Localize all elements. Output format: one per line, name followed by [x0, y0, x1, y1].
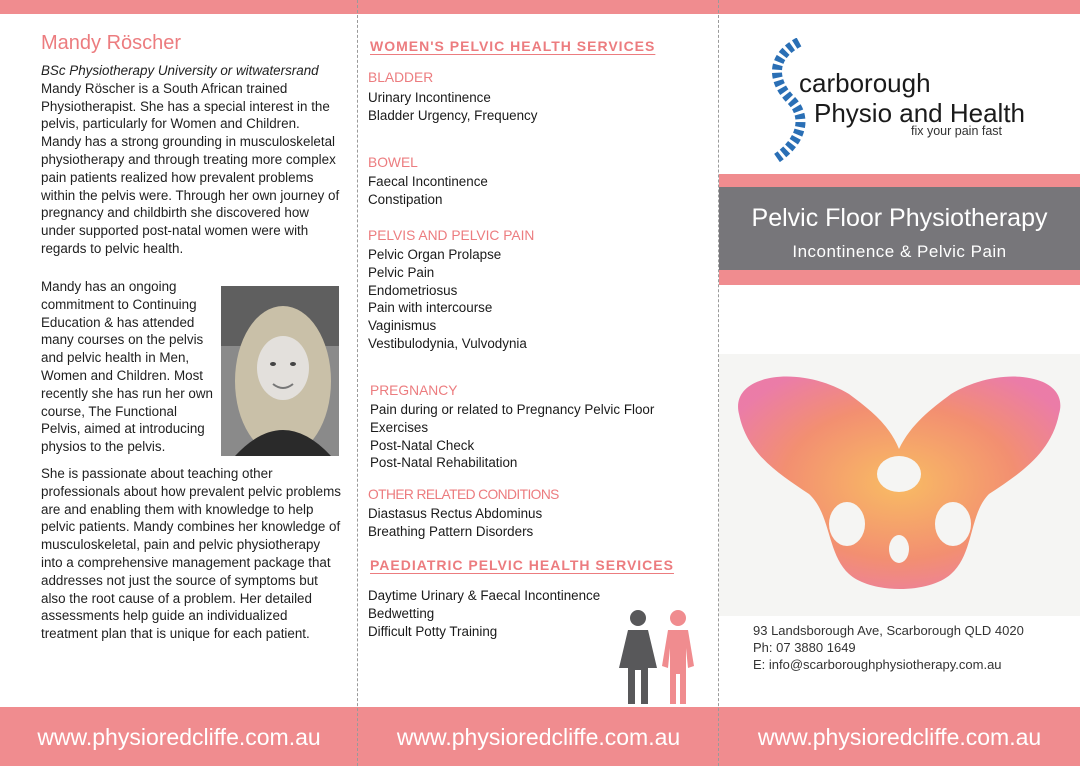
top-accent-bar — [0, 0, 1080, 14]
list-item: Breathing Pattern Disorders — [368, 523, 534, 539]
logo-line-1: carborough — [799, 68, 931, 98]
contact-block — [753, 622, 1024, 673]
woman-figure-icon — [619, 610, 657, 704]
brochure-title: Pelvic Floor Physiotherapy — [751, 204, 1048, 232]
paediatric-services-heading: PAEDIATRIC PELVIC HEALTH SERVICES — [370, 557, 674, 573]
list-item: Difficult Potty Training — [368, 623, 498, 639]
bio-intro — [41, 62, 341, 258]
list-item: Vaginismus — [368, 318, 437, 334]
address: 93 Landsborough Ave, Scarborough QLD 4020 — [753, 623, 1024, 638]
logo-line-2: Physio and Health — [814, 98, 1026, 128]
list-item: Endometriosus — [368, 282, 458, 298]
list-item: Pain with intercourse — [368, 300, 493, 316]
panel-services — [358, 14, 719, 707]
category-title-pelvis: PELVIS AND PELVIC PAIN — [368, 228, 535, 243]
bio-paragraph-1: Mandy Röscher is a South African trained Physiotherapist. She has a special interest in the pelvis, particularly for Women and Children. Mandy has a strong grounding in musculoskeletal physiotherapy and through treating more complex pain patients realized how prevalent problems within the pelvis were. Through her own journey of pregnancy and childbirth she discovered how under supported post-natal women were with regards to pelvic health. — [41, 80, 340, 256]
website-link-3[interactable]: www.physioredcliffe.com.au — [757, 724, 1042, 750]
bio-paragraph-2: Mandy has an ongoing commitment to Continuing Education & has attended many courses on the pelvis and pelvic health in Men, Women and Children. Most recently she has run her own course, The Functional Pelvis, aimed at introducing physios to the pelvis. — [41, 279, 213, 455]
panel-cover — [719, 14, 1080, 707]
spine-icon — [769, 38, 809, 162]
figures-icon — [610, 608, 702, 704]
category-items-bladder — [368, 89, 708, 125]
email[interactable]: E: info@scarboroughphysiotherapy.com.au — [753, 657, 1002, 672]
list-item: Constipation — [368, 191, 443, 207]
brochure-subtitle: Incontinence & Pelvic Pain — [792, 242, 1007, 261]
list-item: Pain during or related to Pregnancy Pelvic Floor — [370, 402, 655, 417]
category-title-bladder: BLADDER — [368, 70, 434, 85]
category-items-pregnancy — [370, 401, 710, 472]
list-item: Urinary Incontinence — [368, 90, 491, 105]
list-item: Vestibulodynia, Vulvodynia — [368, 335, 527, 351]
category-items-pelvis — [368, 246, 708, 353]
category-title-other: OTHER RELATED CONDITIONS — [368, 487, 559, 502]
website-link-1[interactable]: www.physioredcliffe.com.au — [37, 724, 321, 750]
therapist-name: Mandy Röscher — [41, 32, 182, 54]
title-band-bottom — [719, 270, 1080, 285]
category-title-pregnancy: PREGNANCY — [370, 383, 458, 398]
girl-figure-icon — [662, 610, 694, 704]
list-item: Bedwetting — [368, 605, 435, 621]
list-item: Exercises — [370, 419, 429, 435]
logo-tagline: fix your pain fast — [911, 124, 1003, 138]
phone[interactable]: Ph: 07 3880 1649 — [753, 640, 856, 655]
list-item: Daytime Urinary & Faecal Incontinence — [368, 588, 601, 603]
title-band-top — [719, 174, 1080, 187]
list-item: Faecal Incontinence — [368, 174, 488, 189]
category-items-bowel — [368, 173, 708, 209]
list-item: Diastasus Rectus Abdominus — [368, 506, 543, 521]
therapist-photo — [221, 286, 339, 456]
website-link-2[interactable]: www.physioredcliffe.com.au — [396, 724, 681, 750]
category-title-bowel: BOWEL — [368, 155, 418, 170]
category-items-other — [368, 505, 708, 541]
bio-paragraph-3: She is passionate about teaching other professionals about how prevalent pelvic problems are and enabling them with knowledge to help pelvic patients. Mandy combines her knowledge of musculoskeletal, pain and pelvic physiotherapy into a comprehensive management package that addresses not just the source of symptoms but also the root cause of a problem. Her detailed assessments help guide an individualized treatment plan that is unique for each patient. — [41, 466, 341, 642]
list-item: Post-Natal Check — [370, 437, 475, 453]
list-item: Bladder Urgency, Frequency — [368, 107, 538, 123]
credentials: BSc Physiotherapy University or witwatersrand — [41, 63, 319, 78]
womens-services-heading: WOMEN'S PELVIC HEALTH SERVICES — [370, 38, 656, 54]
pelvis-illustration — [719, 354, 1080, 616]
panel-bio — [0, 14, 358, 707]
list-item: Pelvic Organ Prolapse — [368, 247, 502, 262]
list-item: Post-Natal Rehabilitation — [370, 455, 518, 471]
list-item: Pelvic Pain — [368, 264, 435, 280]
